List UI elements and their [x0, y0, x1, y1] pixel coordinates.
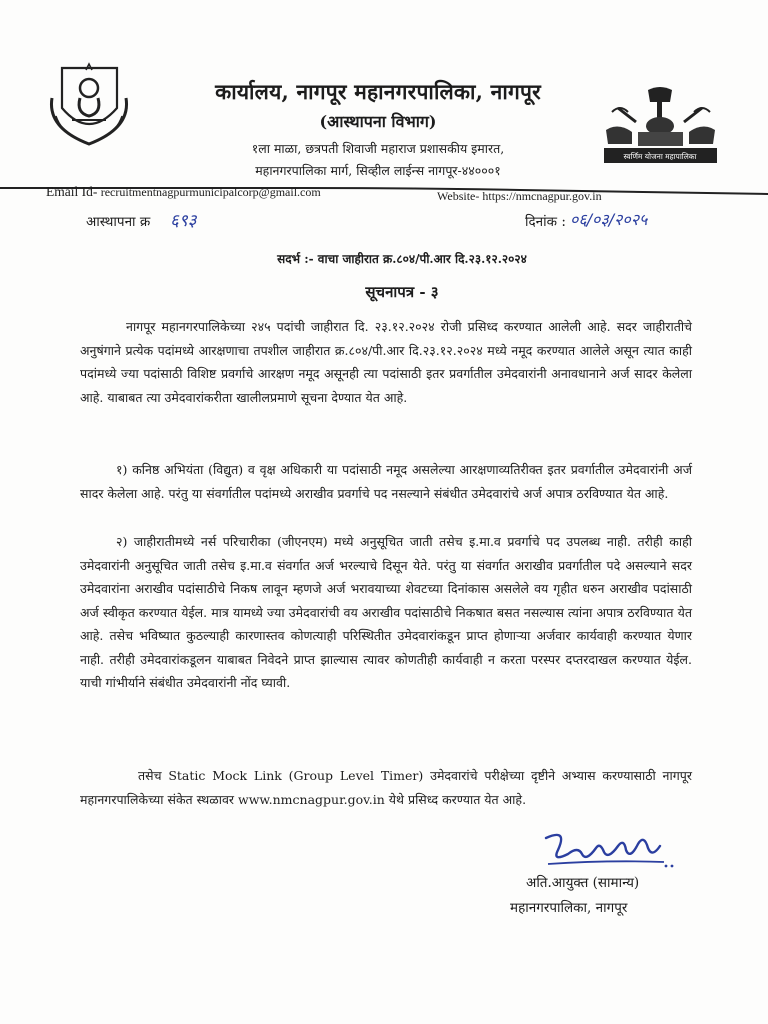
- email-address[interactable]: recruitmentnagpurmunicipalcorp@gmail.com: [100, 185, 321, 199]
- signatory-designation: अति.आयुक्त (सामान्य): [526, 875, 640, 891]
- date-label: दिनांक :: [525, 214, 566, 230]
- subject-reference: सदर्भ :- वाचा जाहीरात क्र.८०४/पी.आर दि.२३.१२.२०२४: [277, 252, 527, 266]
- body-paragraph-2: १) कनिष्ठ अभियंता (विद्युत) व वृक्ष अधिकारी या पदांसाठी नमूद असलेल्या आरक्षणाव्यतिरीक्त इतर प्रवर्गातील उमेदवारांनी अर्ज सादर केलेला आहे. परंतु या संवर्गातील पदांमध्ये अराखीव प्रवर्गाचे पद नसल्याने संबंधीत उमेदवारांचे अर्ज अपात्र ठरविण्यात येत आहे.: [80, 462, 692, 501]
- body-paragraph-4: तसेच Static Mock Link (Group Level Timer) उमेदवारांचे परीक्षेच्या दृष्टीने अभ्यास करण्यासाठी नागपूर महानगरपालिकेच्या संकेत स्थळावर www.nmcnagpur.gov.in येथे प्रसिध्द करण्यात येत आहे.: [80, 768, 692, 807]
- reference-number: ६९३: [170, 211, 197, 231]
- reference-label: आस्थापना क्र: [86, 214, 151, 230]
- emblem-caption: स्वर्णिम योजना महापालिका: [623, 152, 697, 161]
- office-title: कार्यालय, नागपूर महानगरपालिका, नागपूर: [215, 79, 541, 104]
- email-label: Email Id-: [46, 184, 98, 199]
- website-line: [437, 189, 602, 204]
- nmc-emblem-logo: [42, 58, 137, 148]
- body-paragraph-1: नागपूर महानगरपालिकेच्या २४५ पदांची जाहीरात दि. २३.१२.२०२४ रोजी प्रसिध्द करण्यात आलेली आहे. सदर जाहीरातीचे अनुषंगाने प्रत्येक पदांमध्ये आरक्षणाचा तपशील जाहीरात क्र.८०४/पी.आर दि.२३.१२.२०२४ मध्ये नमूद करण्यात आलेले असून त्यात काही पदांमध्ये ज्या पदांसाठी विशिष्ट प्रवर्गाचे आरक्षण नमूद असूनही त्या पदांसाठी इतर प्रवर्गातील उमेदवारांनी अनावधानाने अर्ज सादर केलेला आहे. याबाबत त्या उमेदवारांकरीता खालीलप्रमाणे सूचना देण्यात येत आहे.: [80, 319, 692, 405]
- address-line-1: १ला माळा, छत्रपती शिवाजी महाराज प्रशासकीय इमारत,: [251, 141, 505, 156]
- body-paragraph-3: २) जाहीरातीमध्ये नर्स परिचारीका (जीएनएम) मध्ये अनुसूचित जाती तसेच इ.मा.व प्रवर्गाचे पद उपलब्ध नाही. तरीही काही उमेदवारांनी अनुसूचित जाती तसेच इ.मा.व संवर्गात अर्ज भरल्याचे दिसून येते. परंतु या संवर्गात अराखीव प्रवर्गातील पदे असल्याने सदर उमेदवारांना अराखीव पदांसाठीचे निकष लावून म्हणजे अर्ज भरावयाच्या शेवटच्या दिनांकास असलेले वय गृहीत धरुन अराखीव पदांसाठी अर्ज स्वीकृत करण्यात येईल. मात्र यामध्ये ज्या उमेदवारांची वय अराखीव पदांसाठीचे निकषात बसत नसल्यास त्यांना अपात्र ठरविण्यात येत आहे. तसेच भविष्यात कुठल्याही कारणास्तव कोणत्याही परिस्थितीत उमेदवारांकडून प्राप्त होणाऱ्या अर्जवार कार्यवाही करण्यात येणार नाही. तरीही उमेदवारांकडूलन याबाबत निवेदने प्राप्त झाल्यास त्यावर कोणतीही कार्यवाही न करता परस्पर दप्तरदाखल करण्यात येईल. याची गांभीर्याने संबंधीत उमेदवारांनी नोंद घ्यावी.: [80, 534, 692, 690]
- signatory-organisation: महानगरपालिका, नागपूर: [510, 900, 628, 916]
- handwritten-signature: [538, 820, 678, 876]
- notice-title: सूचनापत्र - ३: [365, 283, 439, 301]
- website-label: Website-: [437, 189, 480, 203]
- address-line-2: महानगरपालिका मार्ग, सिव्हील लाईन्स नागपूर-४४०००१: [255, 163, 501, 178]
- website-url[interactable]: https://nmcnagpur.gov.in: [482, 189, 602, 203]
- email-line: [46, 184, 321, 200]
- department-name: (आस्थापना विभाग): [319, 112, 437, 131]
- date-value: ०६/०३/२०२५: [570, 210, 648, 229]
- golden-jubilee-emblem-logo: [598, 86, 723, 170]
